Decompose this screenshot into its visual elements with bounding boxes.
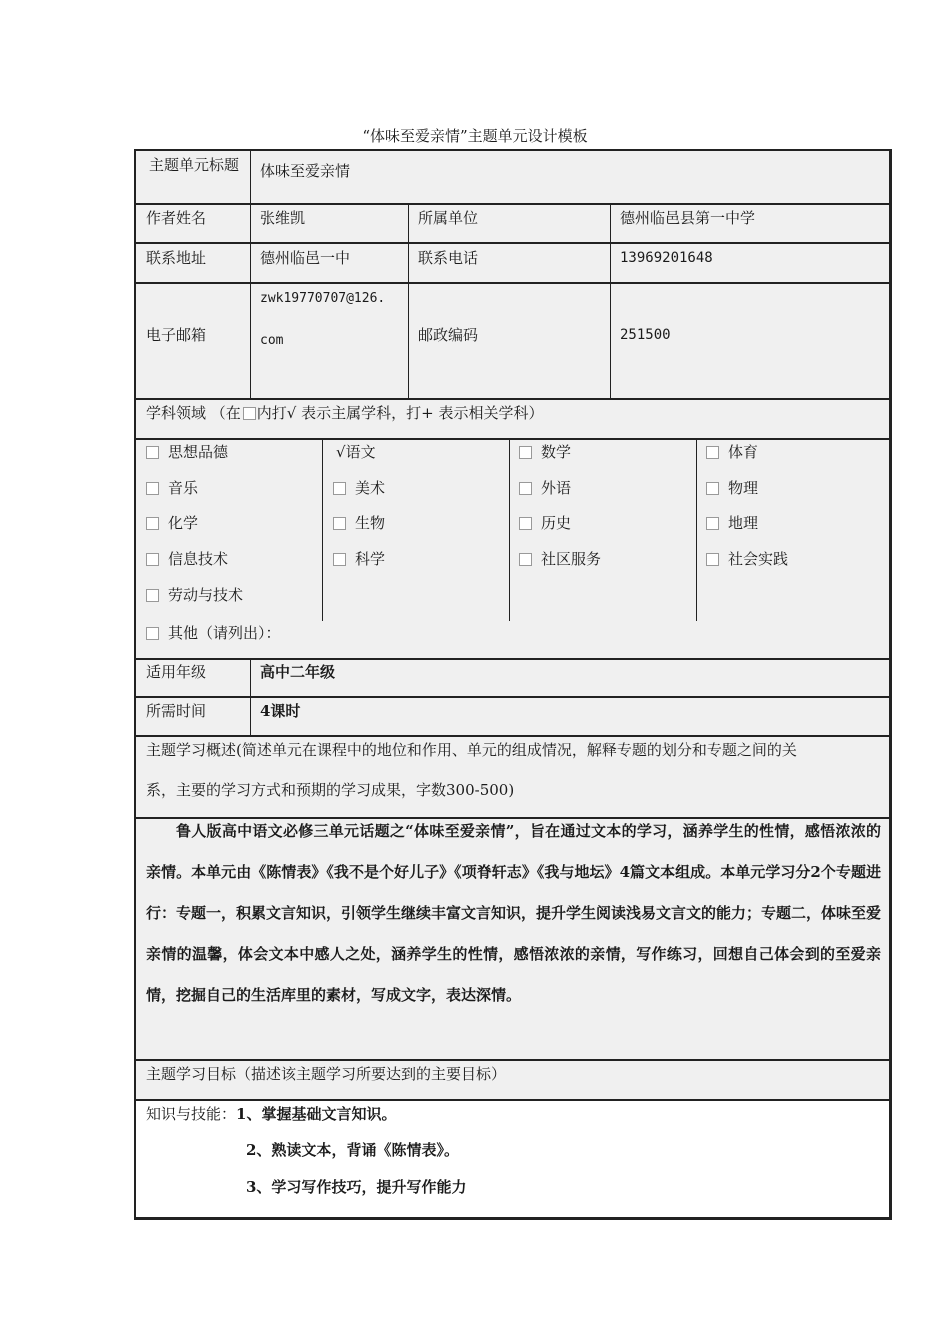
- subject-label: 语文: [345, 443, 376, 461]
- subject-item[interactable]: [146, 512, 198, 535]
- subject-item[interactable]: [706, 441, 758, 464]
- subject-label: 劳动与技术: [168, 586, 244, 604]
- row-email: [136, 284, 889, 398]
- grade-value: 高中二年级: [260, 663, 336, 681]
- subject-item[interactable]: [333, 548, 385, 571]
- checkbox-icon[interactable]: [333, 553, 346, 566]
- grade-label: 适用年级: [146, 663, 207, 681]
- subject-item[interactable]: [706, 512, 758, 535]
- divider: [250, 660, 251, 696]
- subject-item[interactable]: [706, 548, 788, 571]
- subject-item[interactable]: [519, 512, 571, 535]
- checkbox-icon[interactable]: [146, 589, 159, 602]
- subject-label: 外语: [541, 479, 572, 497]
- unit-title-label: 主题单元标题: [148, 156, 239, 174]
- checkbox-icon[interactable]: [706, 553, 719, 566]
- divider: [696, 440, 697, 621]
- subject-item[interactable]: [146, 584, 243, 607]
- subject-item-checked[interactable]: [336, 441, 376, 464]
- subject-label: 音乐: [168, 479, 199, 497]
- author-value: 张维凯: [260, 209, 306, 227]
- row-grade: [136, 660, 889, 696]
- subject-item[interactable]: [519, 441, 571, 464]
- checkbox-icon: [243, 407, 256, 420]
- goals-label: 主题学习目标（描述该主题学习所要达到的主要目标）: [146, 1065, 507, 1083]
- divider: [610, 284, 611, 398]
- subject-item[interactable]: [146, 548, 228, 571]
- subject-label: 数学: [541, 443, 572, 461]
- document-title: “体味至爱亲情”主题单元设计模板: [362, 127, 588, 145]
- subject-label: 化学: [168, 514, 199, 532]
- divider: [322, 440, 323, 621]
- subject-other-label: 其他（请列出）：: [168, 624, 281, 642]
- subject-label: 体育: [728, 443, 759, 461]
- subject-item[interactable]: [333, 477, 385, 500]
- subject-label: 物理: [728, 479, 759, 497]
- email-label: 电子邮箱: [146, 326, 207, 344]
- checkbox-icon[interactable]: [146, 446, 159, 459]
- email-value-line2: com: [260, 333, 284, 348]
- subject-area-label-pre: 学科领域 （在: [146, 404, 241, 422]
- subject-label: 思想品德: [168, 443, 229, 461]
- overview-paragraph: 鲁人版高中语文必修三单元话题之“体味至爱亲情”，旨在通过文本的学习，涵养学生的性情，感悟浓浓的亲情。本单元由《陈情表》《我不是个好儿子》《项脊轩志》《我与地坛》4篇文本组成。本单元学习分2个专题进行：专题一，积累文言知识，引领学生继续丰富文言知识，提升学生阅读浅易文言文的能力；专题二，体味至爱亲情的温馨，体会文本中感人之处，涵养学生的性情，感悟浓浓的亲情，写作练习，回想自己体会到的至爱亲情，挖掘自己的生活库里的素材，写成文字，表达深情。: [146, 822, 882, 1004]
- subject-label: 科学: [355, 550, 386, 568]
- divider: [250, 284, 251, 398]
- checkbox-icon[interactable]: [519, 517, 532, 530]
- subject-label: 社区服务: [541, 550, 602, 568]
- divider: [250, 698, 251, 735]
- subject-area-label-post: 内打√ 表示主属学科，打+ 表示相关学科）: [256, 404, 544, 422]
- address-label: 联系地址: [146, 249, 207, 267]
- overview-label-line1: 主题学习概述(简述单元在课程中的地位和作用、单元的组成情况，解释专题的划分和专题之间的关: [146, 741, 797, 759]
- subject-item[interactable]: [706, 477, 758, 500]
- row-time: [136, 698, 889, 735]
- subject-label: 历史: [541, 514, 572, 532]
- divider: [610, 205, 611, 242]
- time-label: 所需时间: [146, 702, 207, 720]
- postcode-value: 251500: [620, 327, 671, 343]
- divider: [136, 1099, 889, 1101]
- address-value: 德州临邑一中: [260, 249, 351, 267]
- subject-item[interactable]: [146, 477, 198, 500]
- unit-label: 所属单位: [418, 209, 479, 227]
- checkbox-icon[interactable]: [146, 517, 159, 530]
- goal-prefix: 知识与技能：: [146, 1105, 237, 1123]
- goal-line-1: [146, 1103, 396, 1124]
- goal-line-3: 3、学习写作技巧，提升写作能力: [246, 1178, 467, 1196]
- divider: [408, 205, 409, 242]
- subject-label: 地理: [728, 514, 759, 532]
- divider: [509, 440, 510, 621]
- phone-label: 联系电话: [418, 249, 479, 267]
- time-value: 4课时: [260, 702, 301, 720]
- divider: [408, 244, 409, 282]
- divider: [250, 151, 251, 203]
- checkbox-icon[interactable]: [146, 553, 159, 566]
- checkbox-icon[interactable]: [519, 446, 532, 459]
- subject-item[interactable]: [146, 441, 228, 464]
- divider: [250, 244, 251, 282]
- divider: [610, 244, 611, 282]
- subject-label: 美术: [355, 479, 386, 497]
- goal-line-2: 2、熟读文本，背诵《陈情表》。: [246, 1141, 459, 1159]
- checkbox-icon[interactable]: [146, 627, 159, 640]
- subject-label: 社会实践: [728, 550, 789, 568]
- subject-item[interactable]: [333, 512, 385, 535]
- divider: [250, 205, 251, 242]
- checkbox-icon[interactable]: [706, 482, 719, 495]
- postcode-label: 邮政编码: [418, 326, 479, 344]
- subject-label: 信息技术: [168, 550, 229, 568]
- overview-label-line2: 系，主要的学习方式和预期的学习成果，字数300-500): [146, 781, 515, 799]
- divider: [408, 284, 409, 398]
- author-label: 作者姓名: [146, 209, 207, 227]
- checkbox-icon[interactable]: [519, 553, 532, 566]
- subject-item[interactable]: [519, 477, 571, 500]
- phone-value: 13969201648: [620, 250, 713, 266]
- checkbox-icon[interactable]: [706, 517, 719, 530]
- email-value-line1: zwk19770707@126.: [260, 291, 386, 306]
- checkbox-icon[interactable]: [519, 482, 532, 495]
- checkbox-icon[interactable]: [333, 517, 346, 530]
- goal-item: 1、掌握基础文言知识。: [236, 1105, 397, 1123]
- template-table: [134, 149, 892, 1220]
- checkmark-icon[interactable]: √: [336, 443, 346, 461]
- unit-title-value: 体味至爱亲情: [260, 162, 351, 180]
- subject-area-label: [146, 402, 543, 425]
- unit-value: 德州临邑县第一中学: [620, 209, 756, 227]
- row-address: [136, 244, 889, 282]
- checkbox-icon[interactable]: [333, 482, 346, 495]
- subject-other[interactable]: [146, 622, 281, 645]
- checkbox-icon[interactable]: [706, 446, 719, 459]
- subject-item[interactable]: [519, 548, 601, 571]
- row-unit-title: [136, 151, 889, 203]
- row-author: [136, 205, 889, 242]
- checkbox-icon[interactable]: [146, 482, 159, 495]
- subject-label: 生物: [355, 514, 386, 532]
